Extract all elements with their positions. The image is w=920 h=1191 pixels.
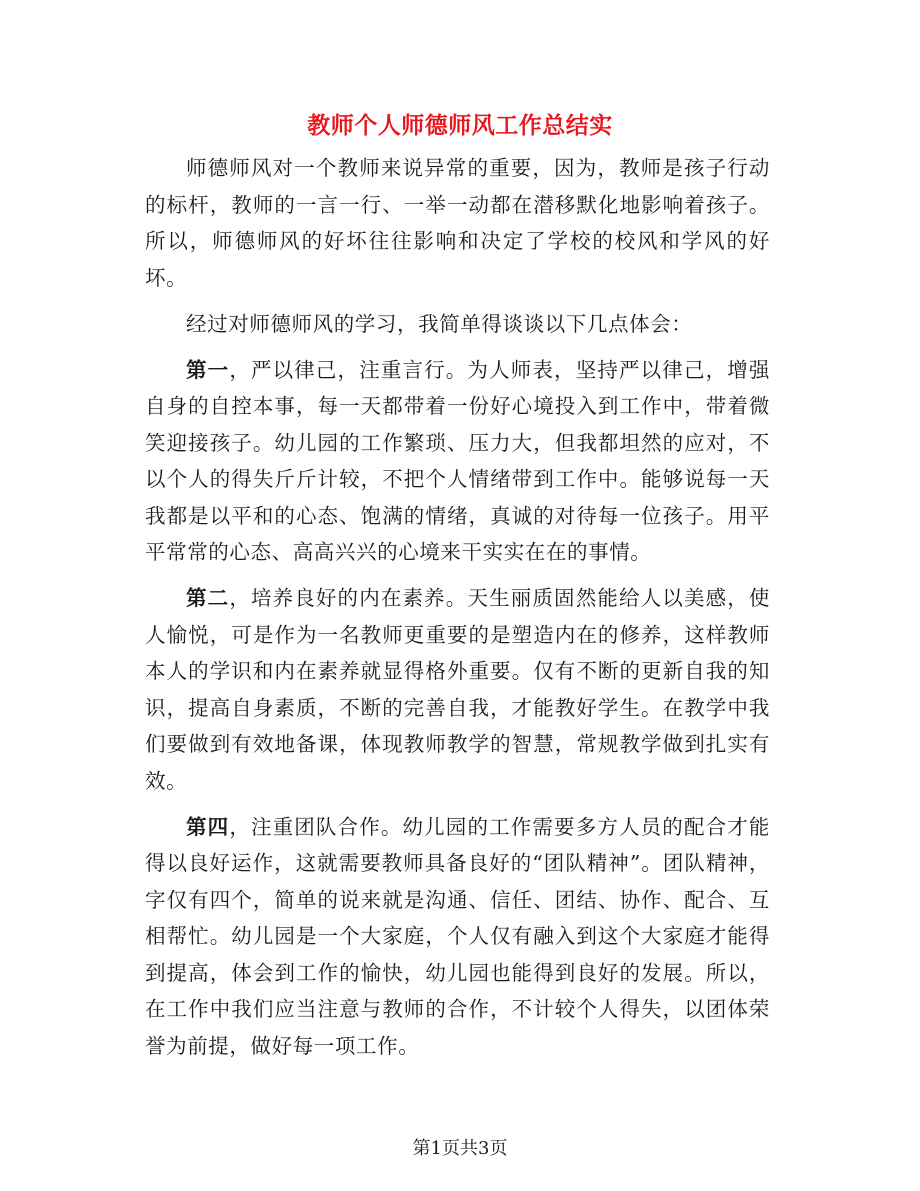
paragraph-text: ，培养良好的内在素养。天生丽质固然能给人以美感，使人愉悦，可是作为一名教师更重要的是塑造内在的修养，这样教师本人的学识和内在素养就显得格外重要。仅有不断的更新自我的知识，提高自身素质，不断的完善自我，才能教好学生。在教学中我们要做到有效地备课，体现教师教学的智慧，常规教学做到扎实有效。 <box>145 586 771 793</box>
document-title: 教师个人师德师风工作总结实 <box>307 112 613 139</box>
paragraph-point-second <box>145 580 770 799</box>
paragraph-text: ，严以律己，注重言行。为人师表，坚持严以律己，增强自身的自控本事，每一天都带着一份好心境投入到工作中，带着微笑迎接孩子。幼儿园的工作繁琐、压力大，但我都坦然的应对，不以个人的得失斤斤计较，不把个人情绪带到工作中。能够说每一天我都是以平和的心态、饱满的情绪，真诚的对待每一位孩子。用平平常常的心态、高高兴兴的心境来干实实在在的事情。 <box>145 357 771 564</box>
paragraph-text: 经过对师德师风的学习，我简单得谈谈以下几点体会： <box>186 311 693 336</box>
paragraph-intro <box>145 150 770 296</box>
page-number-footer: 第1页共3页 <box>412 1138 508 1159</box>
paragraph-overview <box>145 306 770 343</box>
paragraph-point-first <box>145 352 770 571</box>
document-body <box>145 150 770 1064</box>
paragraph-point-fourth <box>145 809 770 1065</box>
paragraph-lead: 第一 <box>186 357 230 382</box>
paragraph-lead: 第四 <box>186 814 230 839</box>
paragraph-text: 师德师风对一个教师来说异常的重要，因为，教师是孩子行动的标杆，教师的一言一行、一举一动都在潜移默化地影响着孩子。所以，师德师风的好坏往往影响和决定了学校的校风和学风的好坏。 <box>145 156 770 290</box>
paragraph-text: ，注重团队合作。幼儿园的工作需要多方人员的配合才能得以良好运作，这就需要教师具备良好的“团队精神”。团队精神，字仅有四个，简单的说来就是沟通、信任、团结、协作、配合、互相帮忙。幼儿园是一个大家庭，个人仅有融入到这个大家庭才能得到提高，体会到工作的愉快，幼儿园也能得到良好的发展。所以，在工作中我们应当注意与教师的合作，不计较个人得失，以团体荣誉为前提，做好每一项工作。 <box>145 814 771 1058</box>
paragraph-lead: 第二 <box>186 586 230 610</box>
